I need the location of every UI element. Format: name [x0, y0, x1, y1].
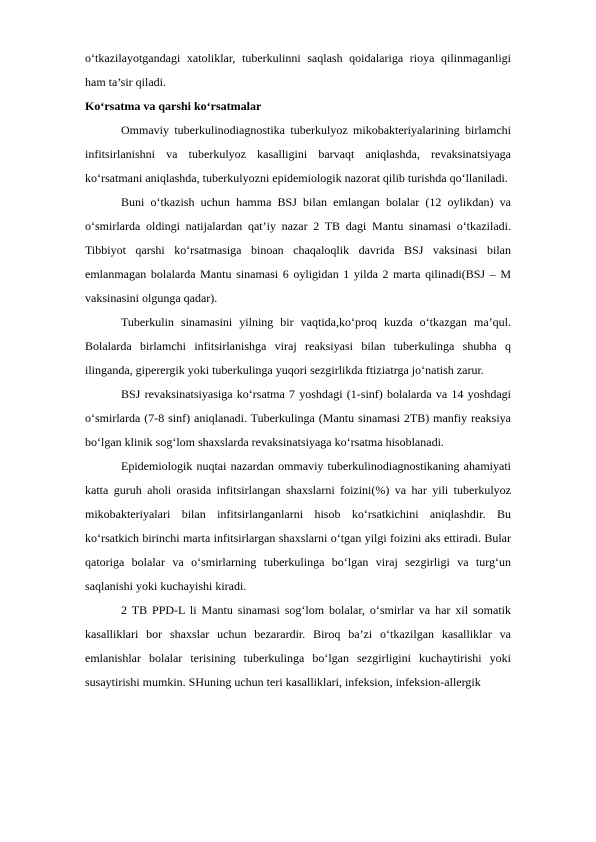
paragraph-safety: 2 TB PPD-L li Mantu sinamasi sog‘lom bolalar, o‘smirlar va har xil somatik kasalliklari bor shaxslar uchun bezarardir. Biroq ba’zi o‘tkazilgan kasalliklar va emlanishlar bolalar terisining tuberkulinga bo‘lgan sezgirligini kuchaytirishi yoki susaytirishi mumkin. SHuning uchun teri kasalliklari, infeksion, infeksion-allergik — [85, 603, 511, 689]
paragraph-revaccination: BSJ revaksinatsiyasiga ko‘rsatma 7 yoshdagi (1-sinf) bolalarda va 14 yoshdagi o‘smirlarda (7-8 sinf) aniqlanadi. Tuberkulinga (Mantu sinamasi 2TB) manfiy reaksiya bo‘lgan klinik sog‘lom shaxslarda revaksinatsiyaga ko‘rsatma hisoblanadi. — [85, 387, 511, 449]
paragraph-continuation: o‘tkazilayotgandagi xatoliklar, tuberkulinni saqlash qoidalariga rioya qilinmaganligi ham ta’sir qiladi. — [85, 51, 511, 89]
paragraph-mass-diagnostics: Ommaviy tuberkulinodiagnostika tuberkulyoz mikobakteriyalarining birlamchi infitsirlanishni va tuberkulyoz kasalligini barvaqt aniqlashda, revaksinatsiyaga ko‘rsatmani aniqlashda, tuberkulyozni epidemiologik nazorat qilib turishda qo‘llaniladi. — [85, 123, 511, 185]
section-heading: Ko‘rsatma va qarshi ko‘rsatmalar — [85, 99, 262, 113]
paragraph-mantu-test: Buni o‘tkazish uchun hamma BSJ bilan emlangan bolalar (12 oylikdan) va o‘smirlarda oldingi natijalardan qat’iy nazar 2 TB dagi Mantu sinamasi o‘tkaziladi. Tibbiyot qarshi ko‘rsatmasiga binoan chaqaloqlik davrida BSJ vaksinasi bilan emlanmagan bolalarda Mantu sinamasi 6 oyligidan 1 yilda 2 marta qilinadi(BSJ – M vaksinasini olgunga qadar). — [85, 195, 511, 305]
paragraph-test-timing: Tuberkulin sinamasini yilning bir vaqtida,ko‘proq kuzda o‘tkazgan ma’qul. Bolalarda birlamchi infitsirlanishga viraj reaksiyasi bilan tuberkulinga shubha q ilinganda, giperergik yoki tuberkulinga yuqori sezgirlikda ftiziatrga jo‘natish zarur. — [85, 315, 511, 377]
document-text — [85, 46, 511, 694]
paragraph-epidemiology: Epidemiologik nuqtai nazardan ommaviy tuberkulinodiagnostikaning ahamiyati katta guruh aholi orasida infitsirlangan shaxslarni foizini(%) va har yili tuberkulyoz mikobakteriyalari bilan infitsirlanganlarni hisob ko‘rsatkichini aniqlashdir. Bu ko‘rsatkich birinchi marta infitsirlargan shaxslarni o‘tgan yilgi foizini aks ettiradi. Bular qatoriga bolalar va o‘smirlarning tuberkulinga bo‘lgan viraj sezgirligi va turg‘un saqlanishi yoki kuchayishi kiradi. — [85, 459, 511, 593]
